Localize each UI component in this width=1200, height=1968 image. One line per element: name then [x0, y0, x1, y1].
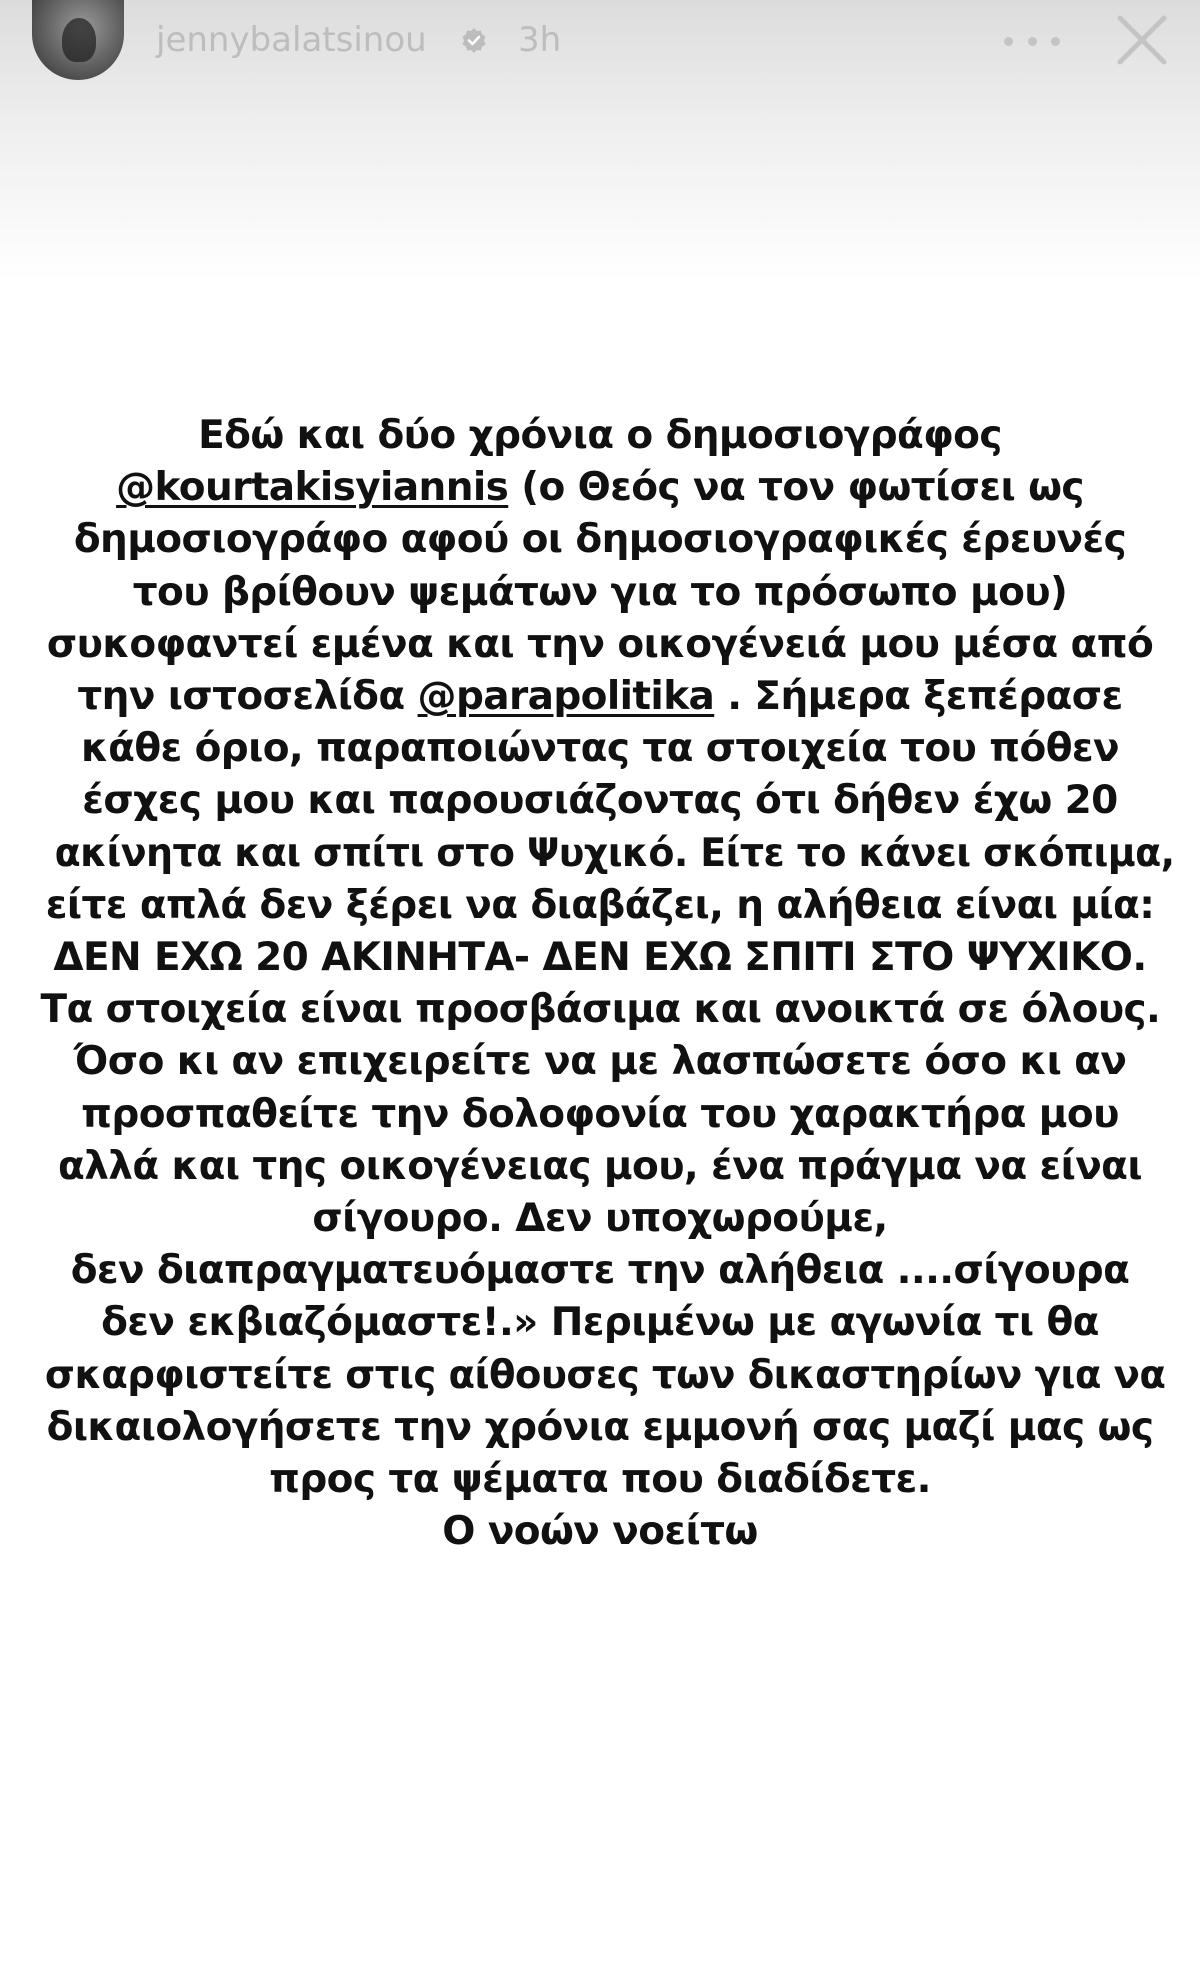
story-line: δικαιολογήσετε την χρόνια εμμονή σας μαζί μας ως — [46, 1404, 1154, 1450]
story-line: έσχες μου και παρουσιάζοντας ότι δήθεν έχω 20 — [82, 778, 1118, 824]
story-line: δημοσιογράφο αφού οι δημοσιογραφικές έρευνές — [73, 517, 1127, 563]
more-horizontal-icon — [1028, 37, 1037, 46]
story-line: κάθε όριο, παραποιώντας τα στοιχεία του πόθεν — [81, 726, 1119, 772]
story-line: δεν εκβιαζόμαστε!.» Περιμένω με αγωνία τι θα — [101, 1300, 1099, 1346]
story-line: Τα στοιχεία είναι προσβάσιμα και ανοικτά σε όλους. — [40, 987, 1161, 1033]
verified-badge-icon — [460, 27, 488, 55]
story-line: Όσο κι αν επιχειρείτε να με λασπώσετε όσο κι αν — [73, 1039, 1127, 1085]
close-icon — [1120, 18, 1164, 62]
story-line: ΔΕΝ ΕΧΩ 20 ΑΚΙΝΗΤΑ- ΔΕΝ ΕΧΩ ΣΠΙΤΙ ΣΤΟ ΨΥΧΙΚΟ. — [53, 935, 1147, 981]
more-horizontal-icon — [1051, 37, 1060, 46]
mention-link[interactable]: @parapolitika — [417, 674, 715, 720]
story-line: ακίνητα και σπίτι στο Ψυχικό. Είτε το κάνει σκόπιμα, — [54, 830, 1175, 876]
story-line: προσπαθείτε την δολοφονία του χαρακτήρα μου — [81, 1091, 1119, 1137]
story-line: προς τα ψέματα που διαδίδετε. — [269, 1457, 931, 1503]
avatar-photo — [62, 18, 96, 62]
more-options-button[interactable] — [1004, 26, 1060, 56]
story-line: Ο νοών νοείτω — [442, 1509, 758, 1555]
close-button[interactable] — [1112, 10, 1172, 70]
story-line-text: την ιστοσελίδα — [77, 674, 418, 720]
story-line-text: . Σήμερα ξεπέρασε — [714, 674, 1123, 720]
story-line: σκαρφιστείτε στις αίθουσες των δικαστηρίων για να — [44, 1352, 1166, 1398]
story-line — [40, 671, 1160, 723]
story-line — [40, 462, 1160, 514]
story-line: συκοφαντεί εμένα και την οικογένειά μου μέσα από — [46, 621, 1154, 667]
avatar[interactable] — [32, 0, 124, 80]
story-line: είτε απλά δεν ξέρει να διαβάζει, η αλήθεια είναι μία: — [45, 882, 1155, 928]
story-line: δεν διαπραγματευόμαστε την αλήθεια ....σίγουρα — [70, 1248, 1130, 1294]
story-text — [40, 410, 1175, 1558]
timestamp: 3h — [518, 20, 562, 60]
mention-link[interactable]: @kourtakisyiannis — [116, 465, 509, 511]
more-horizontal-icon — [1004, 37, 1013, 46]
story-line: αλλά και της οικογένειας μου, ένα πράγμα να είναι — [58, 1143, 1142, 1189]
story-line-text: (ο Θεός να τον φωτίσει ως — [508, 465, 1084, 511]
username[interactable]: jennybalatsinou — [156, 20, 427, 60]
story-line: του βρίθουν ψεμάτων για το πρόσωπο μου) — [132, 569, 1068, 615]
story-header — [0, 0, 1200, 84]
story-line: σίγουρο. Δεν υποχωρούμε, — [312, 1196, 888, 1242]
story-line: Εδώ και δύο χρόνια ο δημοσιογράφος — [198, 413, 1002, 458]
